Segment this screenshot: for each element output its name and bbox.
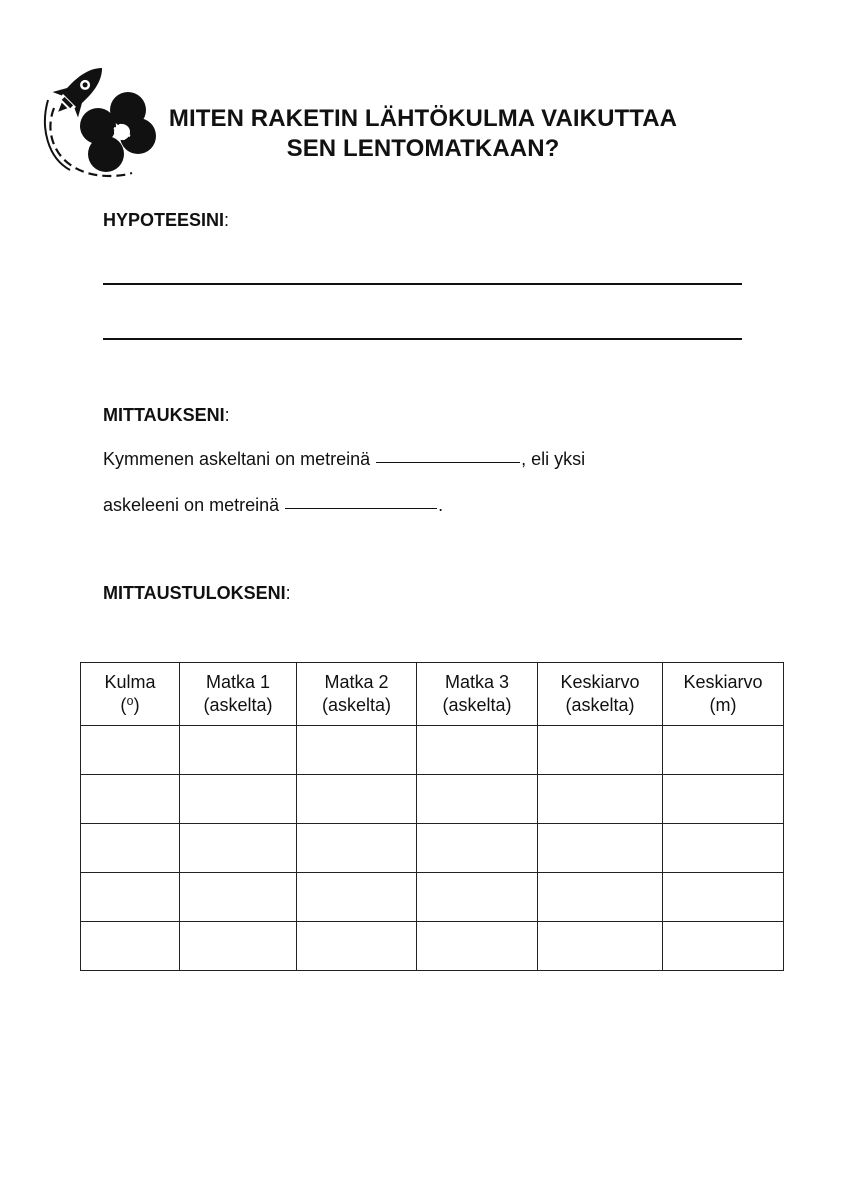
table-cell[interactable] [180,824,297,873]
table-cell[interactable] [417,775,538,824]
table-cell[interactable] [417,726,538,775]
one-step-suffix: . [438,495,444,515]
table-cell[interactable] [81,873,180,922]
table-cell[interactable] [538,824,663,873]
header-average-steps [538,663,663,726]
table-row [81,824,784,873]
one-step-text: askeleeni on metreinä [103,495,280,515]
results-table [80,662,784,971]
hypothesis-colon: : [224,210,230,230]
ten-steps-suffix: , eli yksi [521,449,586,469]
table-cell[interactable] [297,873,417,922]
measurements-heading [103,405,230,426]
table-cell[interactable] [417,824,538,873]
ten-steps-line [103,449,585,470]
results-colon: : [285,583,291,603]
table-row [81,922,784,971]
table-cell[interactable] [180,775,297,824]
one-step-blank[interactable] [285,508,437,509]
table-cell[interactable] [81,775,180,824]
header-unit: (askelta) [442,695,512,715]
table-row [81,873,784,922]
table-cell[interactable] [297,726,417,775]
page-title [148,104,698,164]
table-cell[interactable] [538,922,663,971]
ten-steps-blank[interactable] [376,462,520,463]
results-label: MITTAUSTULOKSENI [103,583,286,603]
table-row [81,775,784,824]
table-cell[interactable] [663,922,784,971]
header-average-meters [663,663,784,726]
hypothesis-write-line-1[interactable] [103,283,742,285]
header-angle [81,663,180,726]
table-header-row [81,663,784,726]
header-text: Keskiarvo [560,672,640,692]
table-cell[interactable] [538,726,663,775]
table-cell[interactable] [297,824,417,873]
measurements-colon: : [224,405,230,425]
hypothesis-label: HYPOTEESINI [103,210,225,230]
table-cell[interactable] [180,726,297,775]
header-unit: (⁰) [120,695,140,715]
table-cell[interactable] [297,775,417,824]
results-heading [103,583,291,604]
header-text: Matka 1 [205,672,271,692]
header-distance-2 [297,663,417,726]
table-cell[interactable] [297,922,417,971]
table-cell[interactable] [81,824,180,873]
header-unit: (askelta) [565,695,635,715]
table-cell[interactable] [538,873,663,922]
title-line-2: SEN LENTOMATKAAN? [286,135,560,162]
header-unit: (askelta) [321,695,392,715]
title-line-1: MITEN RAKETIN LÄHTÖKULMA VAIKUTTAA [168,105,678,132]
table-cell[interactable] [663,824,784,873]
table-cell[interactable] [417,922,538,971]
table-cell[interactable] [663,726,784,775]
header-distance-3 [417,663,538,726]
table-cell[interactable] [180,922,297,971]
header-text: Matka 2 [324,672,389,692]
measurements-label: MITTAUKSENI [103,405,225,425]
rocket-logo-icon [40,58,160,182]
table-cell[interactable] [417,873,538,922]
header-text: Keskiarvo [683,672,763,692]
table-cell[interactable] [538,775,663,824]
header-text: Matka 3 [444,672,510,692]
table-cell[interactable] [81,726,180,775]
table-cell[interactable] [81,922,180,971]
header-distance-1 [180,663,297,726]
table-row [81,726,784,775]
hypothesis-heading [103,210,229,231]
header-text: Kulma [104,672,156,692]
table-cell[interactable] [663,873,784,922]
table-cell[interactable] [180,873,297,922]
header-unit: (askelta) [203,695,273,715]
ten-steps-text: Kymmenen askeltani on metreinä [103,449,371,469]
one-step-line [103,495,443,516]
hypothesis-write-line-2[interactable] [103,338,742,340]
table-cell[interactable] [663,775,784,824]
header-unit: (m) [709,695,737,715]
